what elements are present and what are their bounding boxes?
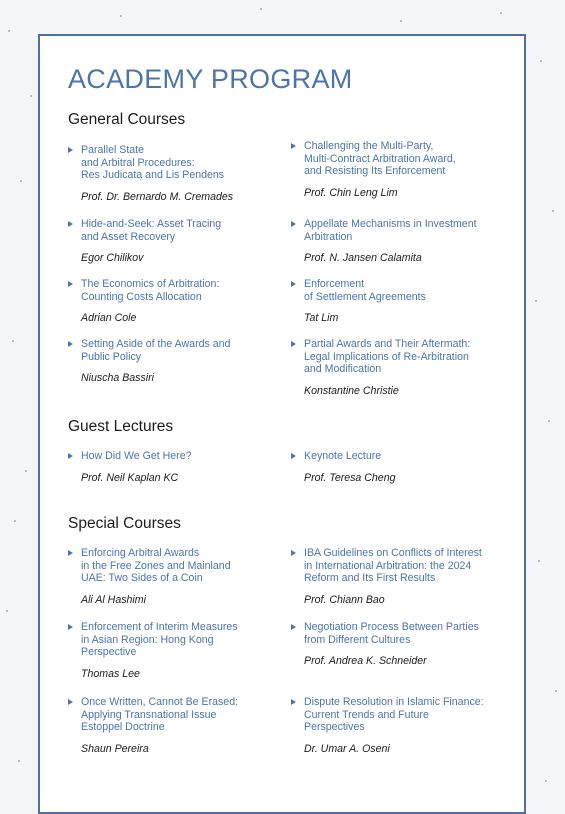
triangle-bullet-icon xyxy=(68,453,73,459)
course-title: Parallel State and Arbitral Procedures: Res Judicata and Lis Pendens xyxy=(81,144,225,181)
lecturer-name: Thomas Lee xyxy=(81,667,140,680)
course-item xyxy=(291,547,496,606)
lecture-item xyxy=(291,450,496,484)
triangle-bullet-icon xyxy=(291,281,296,287)
section-heading-general-courses: General Courses xyxy=(68,111,186,128)
course-title: Dispute Resolution in Islamic Finance: Current Trends and Future Perspectives xyxy=(304,696,484,733)
course-item xyxy=(68,278,273,324)
course-item xyxy=(291,278,496,324)
speckle-dot xyxy=(555,690,557,692)
speckle-dot xyxy=(552,210,554,212)
speckle-dot xyxy=(260,8,262,10)
speckle-dot xyxy=(400,20,402,22)
speckle-dot xyxy=(538,560,540,562)
lecturer-name: Niuscha Bassiri xyxy=(81,372,155,384)
speckle-dot xyxy=(14,520,16,522)
course-item xyxy=(68,547,273,606)
triangle-bullet-icon xyxy=(291,221,296,227)
course-title: Appellate Mechanisms in Investment Arbitration xyxy=(304,218,477,243)
course-item xyxy=(291,218,496,264)
lecturer-name: Prof. Andrea K. Schneider xyxy=(304,655,427,667)
lecturer-name: Prof. Chiann Bao xyxy=(304,593,385,606)
course-title: Hide-and-Seek: Asset Tracing and Asset Recovery xyxy=(81,218,222,243)
triangle-bullet-icon xyxy=(68,624,73,630)
lecturer-name: Tat Lim xyxy=(304,312,339,324)
lecturer-name: Egor Chilikov xyxy=(81,252,144,264)
speckle-dot xyxy=(500,12,502,14)
lecturer-name: Prof. Chin Leng Lim xyxy=(304,186,398,199)
triangle-bullet-icon xyxy=(68,221,73,227)
speckle-dot xyxy=(25,470,27,472)
course-item xyxy=(68,144,273,203)
course-title: Negotiation Process Between Parties from Different Cultures xyxy=(304,621,479,646)
lecturer-name: Prof. N. Jansen Calamita xyxy=(304,252,422,264)
page-title: ACADEMY PROGRAM xyxy=(68,64,353,94)
speckle-dot xyxy=(12,340,14,342)
lecturer-name: Prof. Neil Kaplan KC xyxy=(81,471,179,484)
triangle-bullet-icon xyxy=(291,143,296,149)
lecture-item xyxy=(68,450,273,484)
course-title: Setting Aside of the Awards and Public Policy xyxy=(81,338,231,363)
course-title: Enforcement of Settlement Agreements xyxy=(304,278,426,303)
course-item xyxy=(291,140,496,199)
triangle-bullet-icon xyxy=(68,147,73,153)
course-item xyxy=(291,696,496,755)
course-item xyxy=(68,621,273,680)
speckle-dot xyxy=(535,300,537,302)
course-item xyxy=(291,621,496,667)
lecturer-name: Prof. Dr. Bernardo M. Cremades xyxy=(81,190,234,203)
speckle-dot xyxy=(120,15,122,17)
triangle-bullet-icon xyxy=(291,550,296,556)
speckle-dot xyxy=(540,60,542,62)
triangle-bullet-icon xyxy=(291,624,296,630)
course-title: The Economics of Arbitration: Counting Costs Allocation xyxy=(81,278,220,303)
lecturer-name: Adrian Cole xyxy=(81,312,137,324)
speckle-dot xyxy=(6,610,8,612)
speckle-dot xyxy=(548,420,550,422)
course-item xyxy=(68,696,273,755)
lecturer-name: Ali Al Hashimi xyxy=(81,593,146,606)
section-heading-special-courses: Special Courses xyxy=(68,515,181,532)
lecturer-name: Konstantine Christie xyxy=(304,384,399,397)
course-item xyxy=(291,338,496,397)
section-heading-guest-lectures: Guest Lectures xyxy=(68,418,174,435)
course-title: Enforcement of Interim Measures in Asian Region: Hong Kong Perspective xyxy=(81,621,238,658)
triangle-bullet-icon xyxy=(291,341,296,347)
lecture-title: How Did We Get Here? xyxy=(81,450,192,462)
course-title: Once Written, Cannot Be Erased: Applying Transnational Issue Estoppel Doctrine xyxy=(81,696,239,733)
speckle-dot xyxy=(20,180,22,182)
speckle-dot xyxy=(30,95,32,97)
triangle-bullet-icon xyxy=(68,281,73,287)
lecturer-name: Prof. Teresa Cheng xyxy=(304,471,396,484)
lecture-title: Keynote Lecture xyxy=(304,450,382,462)
program-card xyxy=(38,34,526,814)
triangle-bullet-icon xyxy=(291,453,296,459)
speckle-dot xyxy=(18,760,20,762)
course-item xyxy=(68,218,273,264)
triangle-bullet-icon xyxy=(68,341,73,347)
course-item xyxy=(68,338,273,384)
course-title: IBA Guidelines on Conflicts of Interest in International Arbitration: the 2024 Reform and Its First Results xyxy=(304,547,482,584)
speckle-dot xyxy=(545,780,547,782)
course-title: Challenging the Multi-Party, Multi-Contract Arbitration Award, and Resisting Its Enforcement xyxy=(304,140,456,177)
course-title: Partial Awards and Their Aftermath: Legal Implications of Re-Arbitration and Modification xyxy=(304,338,471,375)
lecturer-name: Shaun Pereira xyxy=(81,742,149,755)
triangle-bullet-icon xyxy=(291,699,296,705)
lecturer-name: Dr. Umar A. Oseni xyxy=(304,742,390,755)
speckle-dot xyxy=(8,30,10,32)
course-title: Enforcing Arbitral Awards in the Free Zones and Mainland UAE: Two Sides of a Coin xyxy=(81,547,231,584)
triangle-bullet-icon xyxy=(68,699,73,705)
triangle-bullet-icon xyxy=(68,550,73,556)
